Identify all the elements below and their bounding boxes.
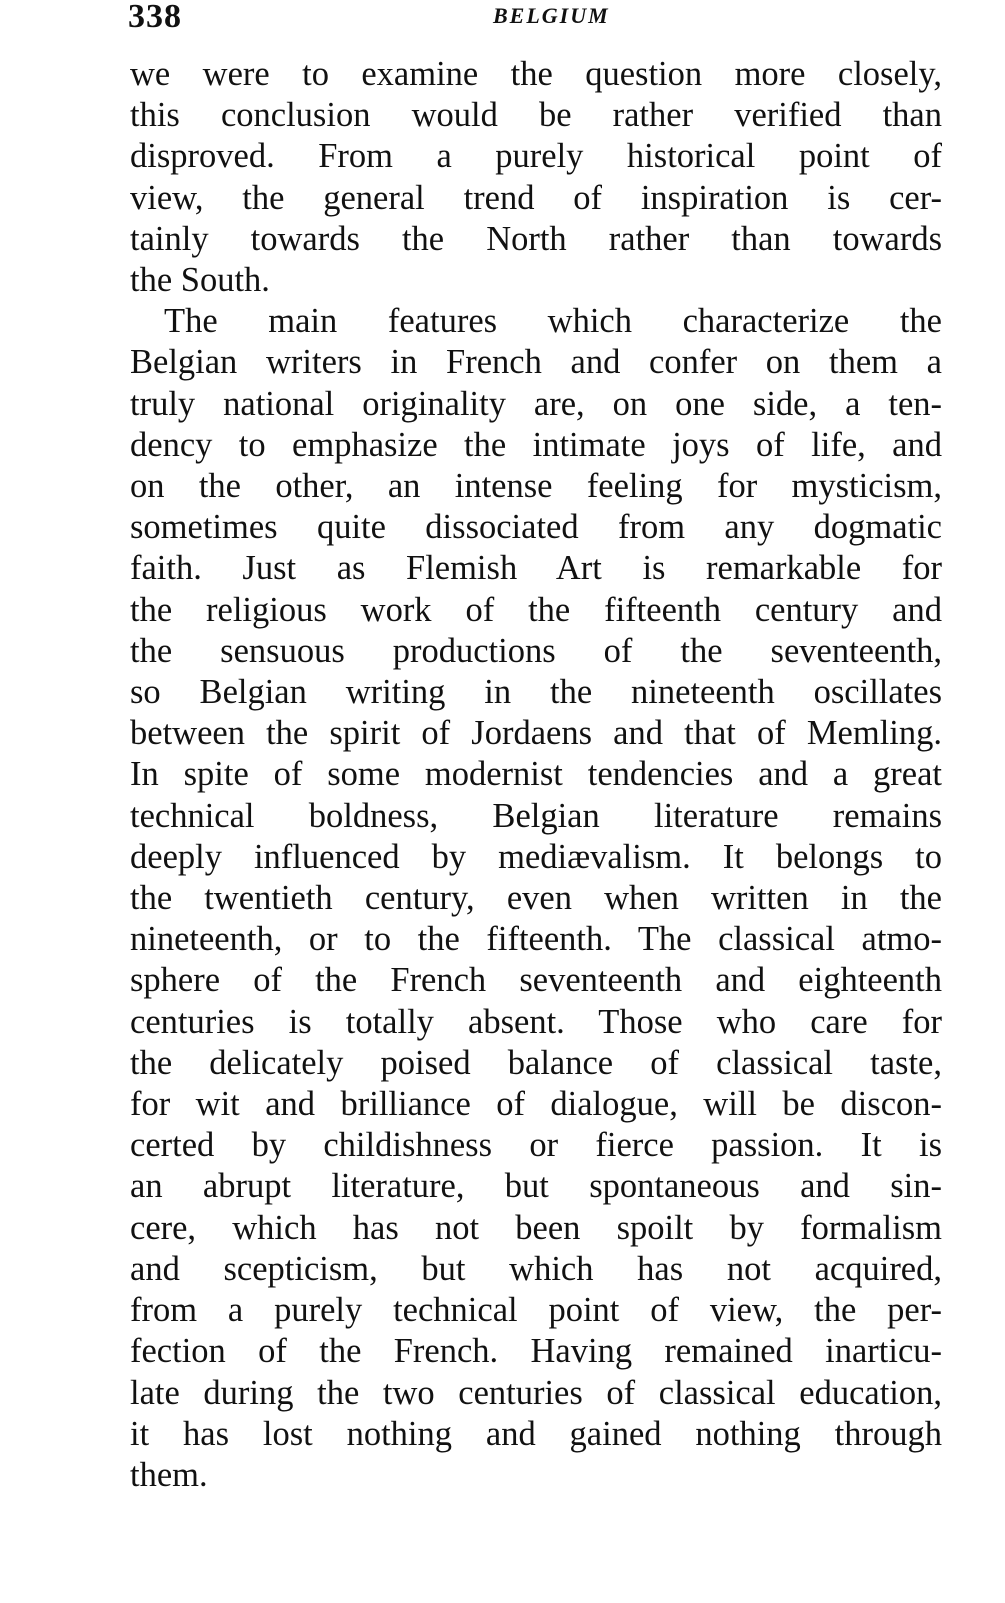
text-line: sphere of the French seventeenth and eighteenth [130, 961, 942, 1000]
text-line: the delicately poised balance of classical taste, [130, 1043, 942, 1082]
text-line: deeply influenced by mediævalism. It belongs to [130, 837, 942, 876]
paragraph [130, 301, 942, 1496]
text-line: centuries is totally absent. Those who care for [130, 1002, 942, 1041]
text-line: so Belgian writing in the nineteenth oscillates [130, 673, 942, 712]
text-line: from a purely technical point of view, the per- [130, 1291, 942, 1330]
text-line: the twentieth century, even when written in the [130, 879, 942, 918]
text-line: between the spirit of Jordaens and that of Memling. [130, 714, 942, 753]
text-line: late during the two centuries of classical education, [130, 1373, 942, 1412]
text-line: sometimes quite dissociated from any dogmatic [130, 508, 942, 547]
text-line: disproved. From a purely historical point of [130, 137, 942, 176]
text-line: this conclusion would be rather verified than [130, 96, 942, 135]
text-line: In spite of some modernist tendencies and a great [130, 755, 942, 794]
text-line: and scepticism, but which has not acquired, [130, 1249, 942, 1288]
body-text [130, 54, 942, 1496]
text-line: dency to emphasize the intimate joys of life, and [130, 425, 942, 464]
text-line: faith. Just as Flemish Art is remarkable for [130, 549, 942, 588]
text-line: certed by childishness or fierce passion. It is [130, 1126, 942, 1165]
text-line: fection of the French. Having remained inarticu- [130, 1332, 942, 1371]
text-line: The main features which characterize the [164, 302, 942, 341]
text-line: it has lost nothing and gained nothing through [130, 1414, 942, 1453]
text-line: the South. [130, 261, 270, 300]
text-line: cere, which has not been spoilt by formalism [130, 1208, 942, 1247]
text-line: view, the general trend of inspiration is cer- [130, 178, 942, 217]
text-line: tainly towards the North rather than towards [130, 219, 942, 258]
text-line: an abrupt literature, but spontaneous and sin- [130, 1167, 942, 1206]
text-line: technical boldness, Belgian literature remains [130, 796, 942, 835]
text-line: them. [130, 1455, 208, 1494]
text-line: the religious work of the fifteenth century and [130, 590, 942, 629]
text-line: truly national originality are, on one side, a ten- [130, 384, 942, 423]
text-line: on the other, an intense feeling for mysticism, [130, 467, 942, 506]
text-line: for wit and brilliance of dialogue, will be discon- [130, 1085, 942, 1124]
text-line: Belgian writers in French and confer on them a [130, 343, 942, 382]
text-line: the sensuous productions of the seventeenth, [130, 631, 942, 670]
text-line: we were to examine the question more closely, [130, 55, 942, 93]
page-number: 338 [128, 0, 182, 35]
paragraph [130, 54, 942, 301]
text-line: nineteenth, or to the fifteenth. The classical atmo- [130, 920, 942, 959]
running-head: BELGIUM [493, 3, 610, 28]
